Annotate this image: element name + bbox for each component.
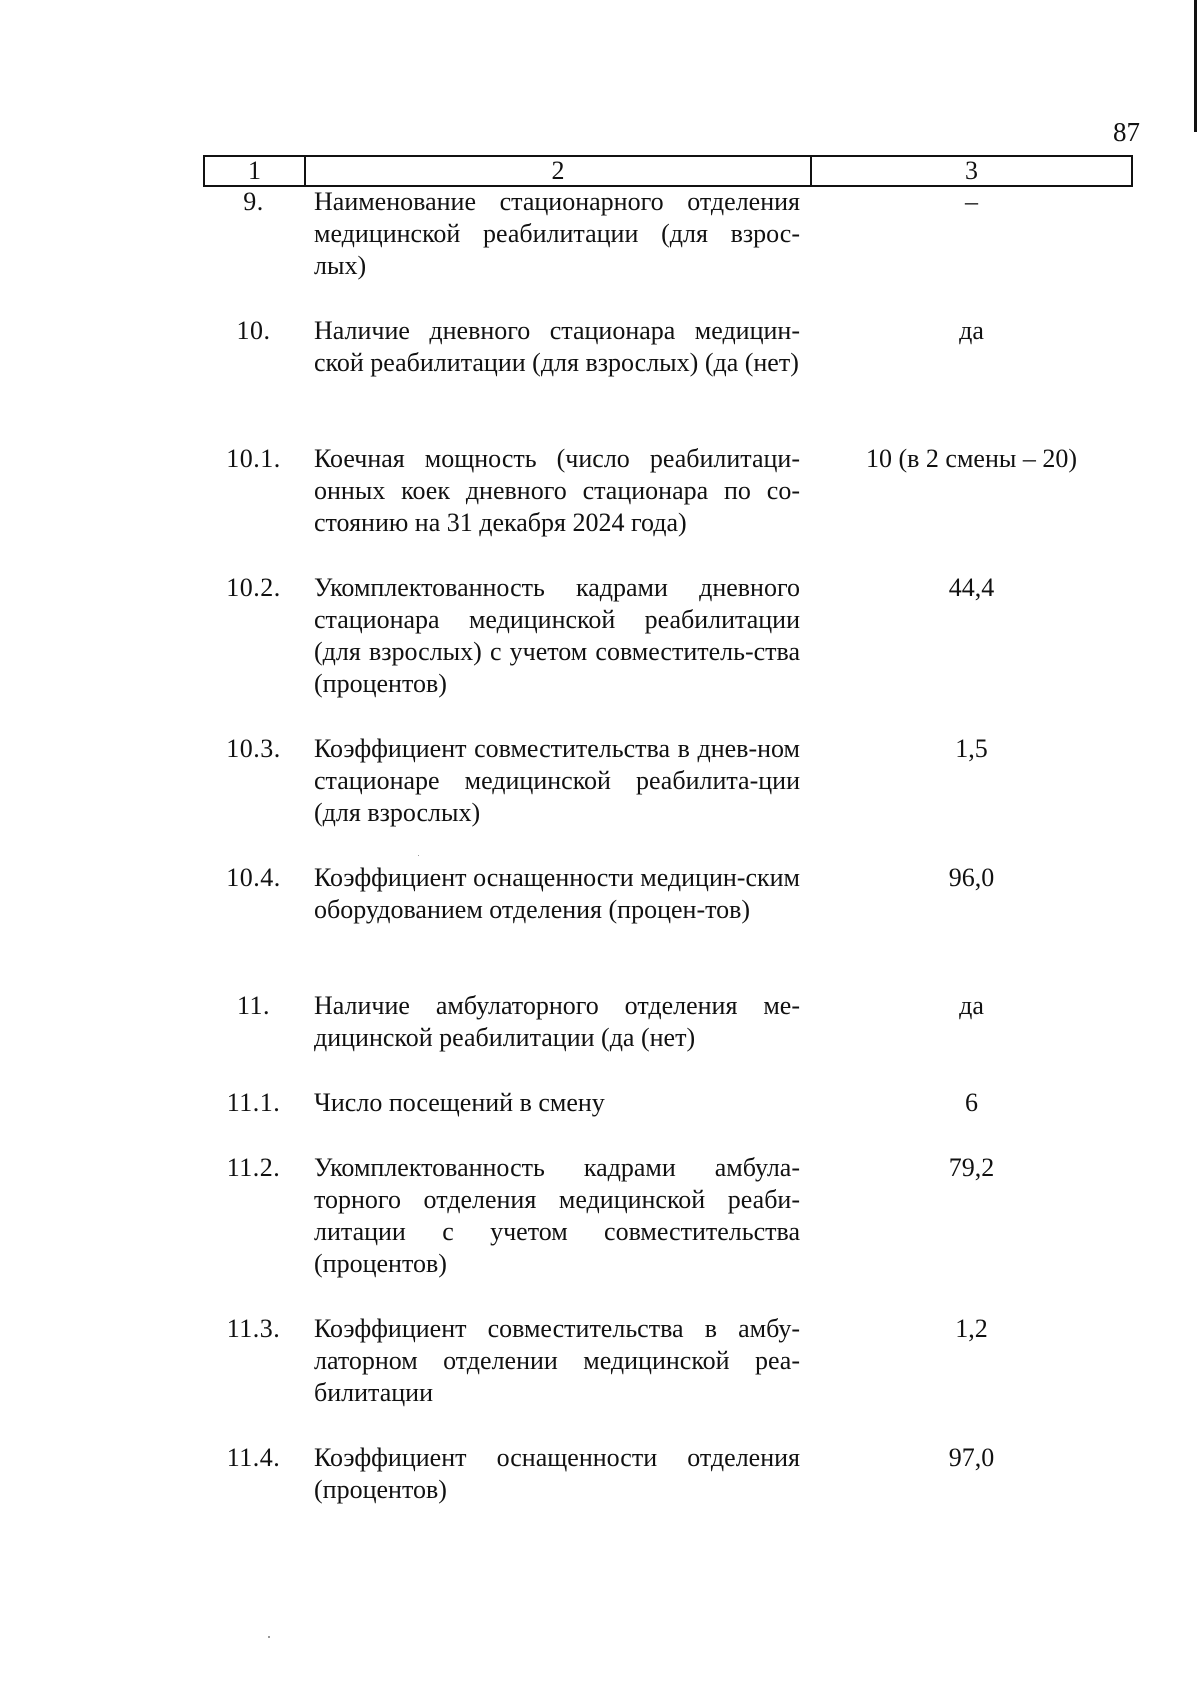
scan-speck: [418, 855, 419, 856]
row-description: Наличие дневного стационара медицин-ской реабилитации (для взрослых) (да (нет): [314, 316, 800, 377]
header-col-1: 1: [205, 157, 306, 185]
row-value: –: [965, 187, 978, 216]
row-value: 10 (в 2 смены – 20): [865, 444, 1077, 473]
row-number: 10.1.: [226, 444, 281, 473]
row-number: 10.: [236, 316, 271, 345]
table-header: [203, 155, 1133, 187]
row-number: 11.4.: [226, 1443, 281, 1472]
row-number: 10.3.: [226, 734, 281, 763]
row-value: 96,0: [948, 863, 995, 892]
row-description: Коэффициент совместительства в амбу-латорном отделении медицинской реа-билитации: [314, 1314, 800, 1407]
row-description: Наличие амбулаторного отделения ме-дицинской реабилитации (да (нет): [314, 991, 800, 1052]
scan-edge-line: [1194, 0, 1197, 132]
row-number: 11.1.: [226, 1088, 281, 1117]
row-description: Коэффициент оснащенности отделения (процентов): [314, 1443, 800, 1504]
row-description: Число посещений в смену: [314, 1088, 605, 1117]
row-description: Наименование стационарного отделения медицинской реабилитации (для взрос-лых): [314, 187, 800, 280]
row-number: 11.: [236, 991, 271, 1020]
row-value: 79,2: [948, 1153, 995, 1182]
page-number: 87: [1113, 117, 1140, 147]
row-number: 11.2.: [226, 1153, 281, 1182]
row-description: Укомплектованность кадрами дневного стационара медицинской реабилитации (для взрослых) с учетом совместитель-ства (процентов): [314, 573, 800, 698]
row-number: 9.: [243, 187, 264, 216]
row-value: да: [959, 991, 984, 1020]
row-number: 10.2.: [226, 573, 281, 602]
row-value: 44,4: [948, 573, 995, 602]
row-value: да: [959, 316, 984, 345]
row-value: 1,2: [955, 1314, 988, 1343]
row-value: 1,5: [955, 734, 988, 763]
header-col-2: 2: [306, 157, 812, 185]
row-value: 97,0: [948, 1443, 995, 1472]
row-value: 6: [965, 1088, 978, 1117]
row-description: Коэффициент совместительства в днев-ном стационаре медицинской реабилита-ции (для взрослых): [314, 734, 800, 827]
scan-speck: [268, 1636, 270, 1638]
row-description: Коечная мощность (число реабилитаци-онных коек дневного стационара по со-стоянию на 31 декабря 2024 года): [314, 444, 800, 537]
row-description: Коэффициент оснащенности медицин-ским оборудованием отделения (процен-тов): [314, 863, 800, 924]
row-number: 10.4.: [226, 863, 281, 892]
row-description: Укомплектованность кадрами амбула-торного отделения медицинской реаби-литации с учетом совместительства (процентов): [314, 1153, 800, 1278]
header-col-3: 3: [965, 156, 978, 185]
row-number: 11.3.: [226, 1314, 281, 1343]
